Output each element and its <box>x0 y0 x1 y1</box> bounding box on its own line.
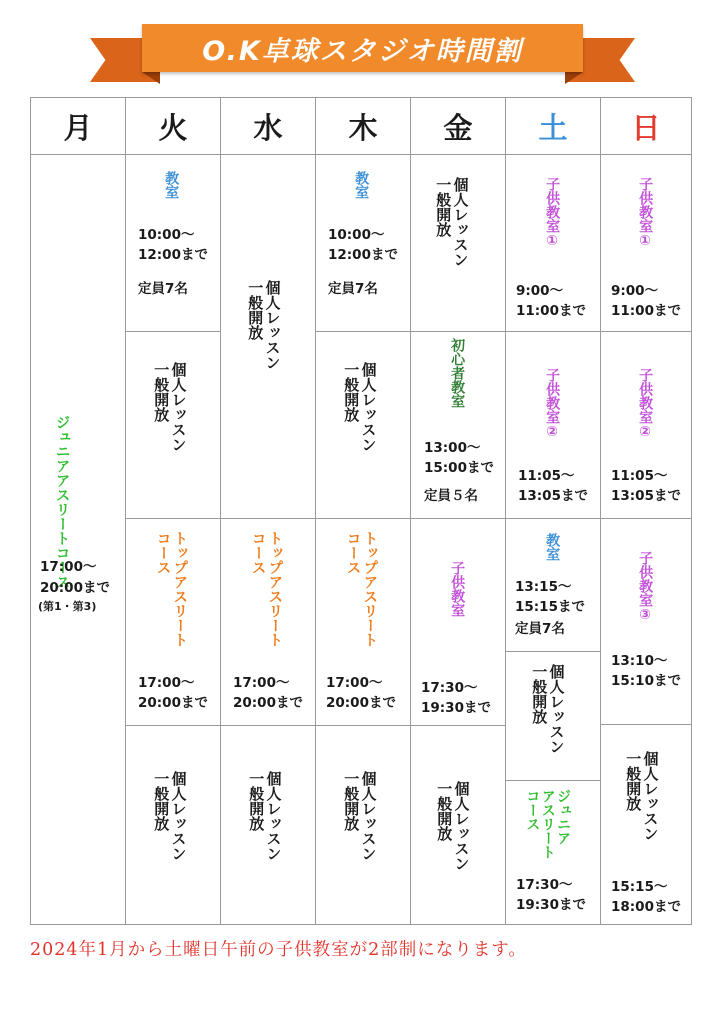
sun-kids1-time-start: 9:00～ <box>611 283 659 299</box>
day-header-mon: 月 <box>30 97 126 155</box>
sun-kids2-cell <box>600 331 692 519</box>
fri-beginner-title: 初心者教室 <box>449 338 466 408</box>
tue-class-title: 教室 <box>163 171 180 199</box>
day-header-thu: 木 <box>315 97 411 155</box>
thu-open-cell-a <box>315 331 411 519</box>
wed-top-athlete-cell <box>220 518 316 726</box>
sat-kids2-time-start: 11:05～ <box>518 468 575 484</box>
wed-open-a-text: 個人レッスン 一般開放 <box>246 280 282 370</box>
day-header-wed: 水 <box>220 97 316 155</box>
sat-kids2-cell <box>505 331 601 519</box>
wed-open-cell-b <box>220 725 316 925</box>
sat-class-capacity: 定員7名 <box>515 621 565 637</box>
fri-kids-cell <box>410 518 506 726</box>
fri-kids-title: 子供教室 <box>449 561 466 617</box>
thu-class-title: 教室 <box>353 171 370 199</box>
wed-open-b-text: 個人レッスン 一般開放 <box>247 771 283 861</box>
sat-junior-time-start: 17:30～ <box>516 877 573 893</box>
sat-open-cell <box>505 651 601 781</box>
sat-kids2-title: 子供教室② <box>544 368 561 440</box>
title-banner <box>90 24 635 86</box>
thu-open-a-text: 個人レッスン 一般開放 <box>342 362 378 452</box>
sun-open-cell <box>600 724 692 925</box>
thu-top-time-start: 17:00～ <box>326 675 383 691</box>
sat-kids2-time-end: 13:05まで <box>518 488 588 504</box>
fri-kids-time-start: 17:30～ <box>421 680 478 696</box>
tue-open-cell-a <box>125 331 221 519</box>
tue-class-time-start: 10:00～ <box>138 227 195 243</box>
wed-top-title: トップアスリート コース <box>249 531 283 647</box>
day-header-tue: 火 <box>125 97 221 155</box>
day-header-fri: 金 <box>410 97 506 155</box>
fri-open-b-text: 個人レッスン 一般開放 <box>435 781 471 871</box>
fri-beginner-time-end: 15:00まで <box>424 460 494 476</box>
thu-top-time-end: 20:00まで <box>326 695 396 711</box>
timetable <box>30 97 692 925</box>
wed-top-time-end: 20:00まで <box>233 695 303 711</box>
sat-open-text: 個人レッスン 一般開放 <box>530 664 566 754</box>
day-header-sat: 土 <box>505 97 601 155</box>
sat-class-time-end: 15:15まで <box>515 599 585 615</box>
thu-open-b-text: 個人レッスン 一般開放 <box>342 771 378 861</box>
ribbon-band <box>142 24 583 72</box>
sun-kids3-title: 子供教室③ <box>637 551 654 623</box>
thu-class-time-end: 12:00まで <box>328 247 398 263</box>
tue-open-cell-b <box>125 725 221 925</box>
tue-top-athlete-cell <box>125 518 221 726</box>
thu-class-capacity: 定員7名 <box>328 281 378 297</box>
tue-class-time-end: 12:00まで <box>138 247 208 263</box>
thu-top-title: トップアスリート コース <box>344 531 378 647</box>
sun-kids1-cell <box>600 154 692 332</box>
tue-top-time-end: 20:00まで <box>138 695 208 711</box>
mon-junior-title: ジュニアアスリートコース <box>53 415 70 589</box>
sat-kids1-cell <box>505 154 601 332</box>
fri-open-cell-b <box>410 725 506 925</box>
sat-kids1-time-end: 11:00まで <box>516 303 586 319</box>
sun-open-time-start: 15:15～ <box>611 879 668 895</box>
tue-class-capacity: 定員7名 <box>138 281 188 297</box>
fri-open-cell-a <box>410 154 506 332</box>
thu-open-cell-b <box>315 725 411 925</box>
fri-beginner-cell <box>410 331 506 519</box>
thu-top-athlete-cell <box>315 518 411 726</box>
fri-beginner-time-start: 13:00～ <box>424 440 481 456</box>
sun-kids1-title: 子供教室① <box>637 177 654 249</box>
sat-kids1-title: 子供教室① <box>544 177 561 249</box>
mon-junior-time-start: 17:00～ <box>40 559 97 575</box>
mon-junior-time-end: 20:00まで <box>40 580 110 596</box>
sun-kids2-time-end: 13:05まで <box>611 488 681 504</box>
page-title: O.K卓球スタジオ時間割 <box>202 35 523 67</box>
schedule-change-note: 2024年1月から土曜日午前の子供教室が2部制になります。 <box>30 940 527 960</box>
sun-open-time-end: 18:00まで <box>611 899 681 915</box>
sat-class-time-start: 13:15～ <box>515 579 572 595</box>
wed-open-cell-a <box>220 154 316 519</box>
sun-kids3-time-start: 13:10～ <box>611 653 668 669</box>
sat-class-cell <box>505 518 601 652</box>
mon-junior-weeks: (第1・第3) <box>38 600 97 613</box>
fri-kids-time-end: 19:30まで <box>421 700 491 716</box>
fri-beginner-capacity: 定員５名 <box>424 488 478 504</box>
sun-kids3-cell <box>600 518 692 725</box>
sat-kids1-time-start: 9:00～ <box>516 283 564 299</box>
sun-kids1-time-end: 11:00まで <box>611 303 681 319</box>
day-header-sun: 日 <box>600 97 692 155</box>
tue-top-time-start: 17:00～ <box>138 675 195 691</box>
thu-class-cell <box>315 154 411 332</box>
sat-junior-time-end: 19:30まで <box>516 897 586 913</box>
tue-top-title: トップアスリート コース <box>154 531 188 647</box>
tue-class-cell <box>125 154 221 332</box>
wed-top-time-start: 17:00～ <box>233 675 290 691</box>
tue-open-a-text: 個人レッスン 一般開放 <box>152 362 188 452</box>
sun-kids2-title: 子供教室② <box>637 368 654 440</box>
sun-kids3-time-end: 15:10まで <box>611 673 681 689</box>
thu-class-time-start: 10:00～ <box>328 227 385 243</box>
tue-open-b-text: 個人レッスン 一般開放 <box>152 771 188 861</box>
sat-junior-title: ジュニア アスリート コース <box>524 789 572 859</box>
sun-kids2-time-start: 11:05～ <box>611 468 668 484</box>
mon-junior-athlete-cell <box>30 154 126 925</box>
sun-open-text: 個人レッスン 一般開放 <box>624 751 660 841</box>
sat-class-title: 教室 <box>544 533 561 561</box>
sat-junior-cell <box>505 780 601 925</box>
fri-open-a-text: 個人レッスン 一般開放 <box>434 177 470 267</box>
